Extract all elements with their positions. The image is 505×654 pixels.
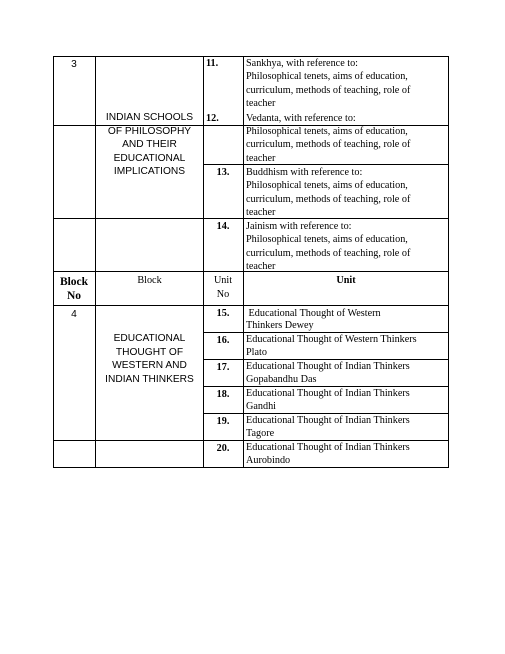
header-unit: Unit	[336, 275, 356, 286]
table-border-left	[53, 56, 54, 468]
unit-number: 16.	[216, 335, 230, 346]
block-title-line: EDUCATIONAL	[113, 333, 186, 344]
table-border-right	[448, 56, 449, 468]
unit-text-line: Sankhya, with reference to:	[246, 58, 359, 69]
unit-number: 13.	[216, 167, 230, 178]
unit-text-line: Philosophical tenets, aims of education,	[246, 180, 408, 191]
block-title-line: WESTERN AND	[112, 360, 187, 371]
unit-text-line: Educational Thought of Indian Thinkers	[246, 388, 410, 399]
unit-text-line: curriculum, methods of teaching, role of	[246, 85, 411, 96]
unit-text-line: Educational Thought of Indian Thinkers	[246, 415, 410, 426]
unit-text-line: Philosophical tenets, aims of education,	[246, 234, 408, 245]
unit-text-line: curriculum, methods of teaching, role of	[246, 194, 411, 205]
syllabus-table	[53, 56, 449, 468]
unit-text-line: Thinkers Dewey	[246, 320, 314, 331]
unit-text-line: Vedanta, with reference to:	[246, 113, 356, 124]
unit-text-line: Aurobindo	[246, 455, 291, 466]
unit-text-line: Philosophical tenets, aims of education,	[246, 126, 408, 137]
unit-text-line: teacher	[246, 98, 276, 109]
unit-number: 12.	[206, 113, 219, 124]
unit-text-line: Jainism with reference to:	[246, 221, 352, 232]
unit-text-line: Buddhism with reference to:	[246, 167, 363, 178]
unit-number: 14.	[216, 221, 230, 232]
unit-text-line: Gandhi	[246, 401, 276, 412]
unit-text-line: Educational Thought of Western Thinkers	[246, 334, 417, 345]
unit-text-line: teacher	[246, 207, 276, 218]
block-title-line: INDIAN SCHOOLS	[105, 112, 194, 123]
unit-text-line: teacher	[246, 153, 276, 164]
unit-number: 17.	[216, 362, 230, 373]
header-unit-no: No	[216, 289, 230, 300]
block-title-line: EDUCATIONAL	[113, 153, 186, 164]
column-divider	[203, 56, 204, 468]
header-block-no: No	[66, 290, 82, 302]
unit-number: 18.	[216, 389, 230, 400]
column-divider	[243, 56, 244, 468]
row-divider	[53, 305, 449, 306]
unit-text-line: curriculum, methods of teaching, role of	[246, 139, 411, 150]
unit-text-line: Gopabandhu Das	[246, 374, 317, 385]
header-block: Block	[137, 275, 162, 286]
unit-text-line: Plato	[246, 347, 267, 358]
unit-text-line: Educational Thought of Western	[246, 308, 381, 319]
unit-number: 20.	[216, 443, 230, 454]
header-unit-no: Unit	[213, 275, 233, 286]
unit-number: 15.	[216, 308, 230, 319]
block-title-line: IMPLICATIONS	[113, 166, 186, 177]
block-title-line: THOUGHT OF	[115, 347, 184, 358]
block-title-line: OF PHILOSOPHY	[107, 126, 192, 137]
block-title-line: AND THEIR	[122, 139, 177, 150]
unit-text-line: Educational Thought of Indian Thinkers	[246, 361, 410, 372]
header-block-no: Block	[59, 276, 89, 288]
unit-text-line: Educational Thought of Indian Thinkers	[246, 442, 410, 453]
block-number: 3	[71, 59, 77, 70]
row-divider	[203, 164, 449, 165]
unit-text-line: Tagore	[246, 428, 275, 439]
block-title-line: INDIAN THINKERS	[105, 374, 194, 385]
unit-text-line: curriculum, methods of teaching, role of	[246, 248, 411, 259]
unit-text-line: Philosophical tenets, aims of education,	[246, 71, 408, 82]
unit-number: 19.	[216, 416, 230, 427]
block-number: 4	[71, 309, 77, 320]
unit-number: 11.	[206, 58, 219, 69]
unit-text-line: teacher	[246, 261, 276, 272]
